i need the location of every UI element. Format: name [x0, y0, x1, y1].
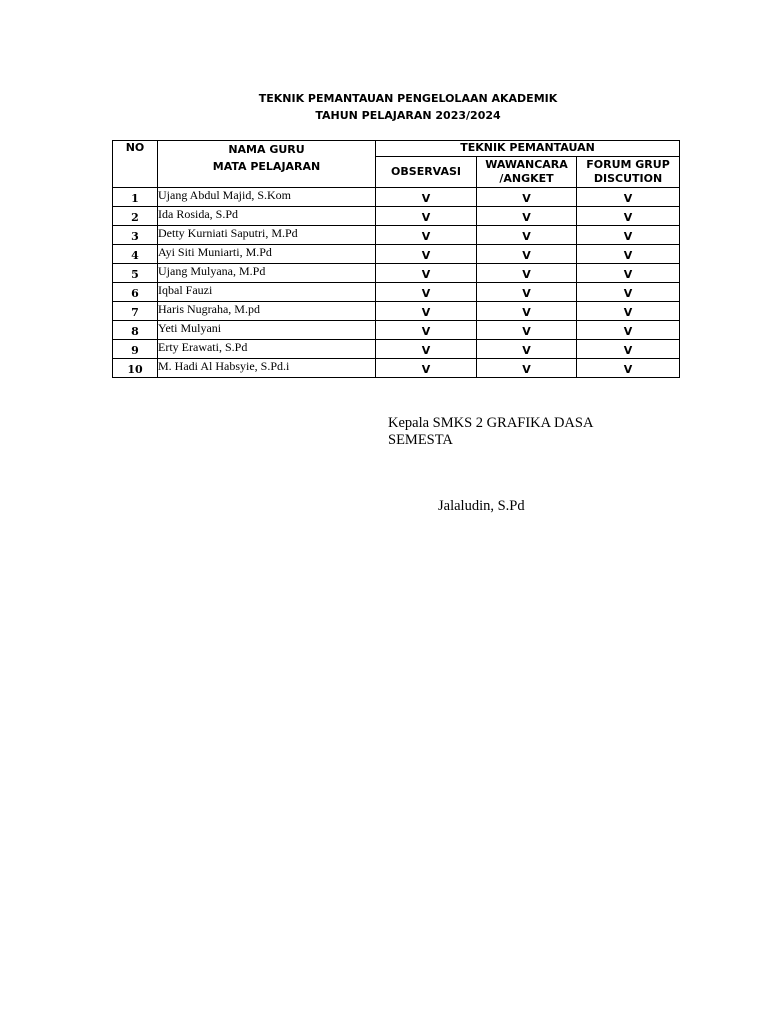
monitoring-table: [112, 140, 680, 378]
observasi-mark: V: [376, 340, 477, 359]
header-forum-grup: [577, 157, 680, 188]
teacher-name: Haris Nugraha, M.pd: [158, 302, 376, 321]
signatory-name: Jalaludin, S.Pd: [438, 498, 525, 514]
teacher-name: Ida Rosida, S.Pd: [158, 207, 376, 226]
wawancara-mark: V: [477, 359, 577, 378]
header-nama-guru: [158, 141, 376, 188]
title-line-2: TAHUN PELAJARAN 2023/2024: [315, 109, 501, 122]
observasi-mark: V: [376, 359, 477, 378]
signature-position-line-2: SEMESTA: [388, 432, 453, 448]
table-row: [113, 321, 680, 340]
forum-mark: V: [577, 207, 680, 226]
row-number: 9: [113, 340, 158, 359]
wawancara-mark: V: [477, 245, 577, 264]
table-row: [113, 264, 680, 283]
table-row: [113, 359, 680, 378]
forum-mark: V: [577, 226, 680, 245]
forum-mark: V: [577, 188, 680, 207]
observasi-mark: V: [376, 245, 477, 264]
table-row: [113, 302, 680, 321]
wawancara-mark: V: [477, 226, 577, 245]
teacher-name: Yeti Mulyani: [158, 321, 376, 340]
observasi-mark: V: [376, 283, 477, 302]
forum-mark: V: [577, 302, 680, 321]
header-wawancara-line-2: /ANGKET: [499, 172, 554, 185]
row-number: 5: [113, 264, 158, 283]
wawancara-mark: V: [477, 207, 577, 226]
table-row: [113, 245, 680, 264]
forum-mark: V: [577, 359, 680, 378]
table-row: [113, 283, 680, 302]
teacher-name: Ujang Mulyana, M.Pd: [158, 264, 376, 283]
header-forum-line-1: FORUM GRUP: [586, 158, 670, 171]
header-nama-line-2: MATA PELAJARAN: [212, 160, 321, 173]
forum-mark: V: [577, 245, 680, 264]
observasi-mark: V: [376, 207, 477, 226]
document-title: [0, 90, 768, 124]
teacher-name: Erty Erawati, S.Pd: [158, 340, 376, 359]
header-wawancara-line-1: WAWANCARA: [485, 158, 568, 171]
title-line-1: TEKNIK PEMANTAUAN PENGELOLAAN AKADEMIK: [258, 92, 558, 105]
row-number: 3: [113, 226, 158, 245]
forum-mark: V: [577, 283, 680, 302]
teacher-name: Ayi Siti Muniarti, M.Pd: [158, 245, 376, 264]
header-teknik-pemantauan: TEKNIK PEMANTAUAN: [376, 141, 680, 157]
forum-mark: V: [577, 264, 680, 283]
observasi-mark: V: [376, 321, 477, 340]
observasi-mark: V: [376, 264, 477, 283]
wawancara-mark: V: [477, 264, 577, 283]
table-row: [113, 340, 680, 359]
wawancara-mark: V: [477, 321, 577, 340]
header-forum-line-2: DISCUTION: [593, 172, 663, 185]
row-number: 7: [113, 302, 158, 321]
header-nama-line-1: NAMA GURU: [228, 143, 305, 156]
row-number: 6: [113, 283, 158, 302]
signature-position: [388, 415, 648, 449]
row-number: 2: [113, 207, 158, 226]
forum-mark: V: [577, 340, 680, 359]
wawancara-mark: V: [477, 302, 577, 321]
table-header-row: [113, 141, 680, 157]
header-wawancara: [477, 157, 577, 188]
teacher-name: M. Hadi Al Habsyie, S.Pd.i: [158, 359, 376, 378]
teacher-name: Ujang Abdul Majid, S.Kom: [158, 188, 376, 207]
observasi-mark: V: [376, 302, 477, 321]
table-row: [113, 226, 680, 245]
header-observasi: [376, 157, 477, 188]
wawancara-mark: V: [477, 340, 577, 359]
table-row: [113, 207, 680, 226]
signature-position-line-1: Kepala SMKS 2 GRAFIKA DASA: [388, 415, 594, 431]
wawancara-mark: V: [477, 283, 577, 302]
wawancara-mark: V: [477, 188, 577, 207]
teacher-name: Detty Kurniati Saputri, M.Pd: [158, 226, 376, 245]
table-row: [113, 188, 680, 207]
header-no: NO: [113, 141, 158, 188]
row-number: 8: [113, 321, 158, 340]
row-number: 10: [113, 359, 158, 378]
row-number: 1: [113, 188, 158, 207]
observasi-mark: V: [376, 188, 477, 207]
header-observasi-label: OBSERVASI: [391, 165, 461, 178]
forum-mark: V: [577, 321, 680, 340]
observasi-mark: V: [376, 226, 477, 245]
teacher-name: Iqbal Fauzi: [158, 283, 376, 302]
row-number: 4: [113, 245, 158, 264]
